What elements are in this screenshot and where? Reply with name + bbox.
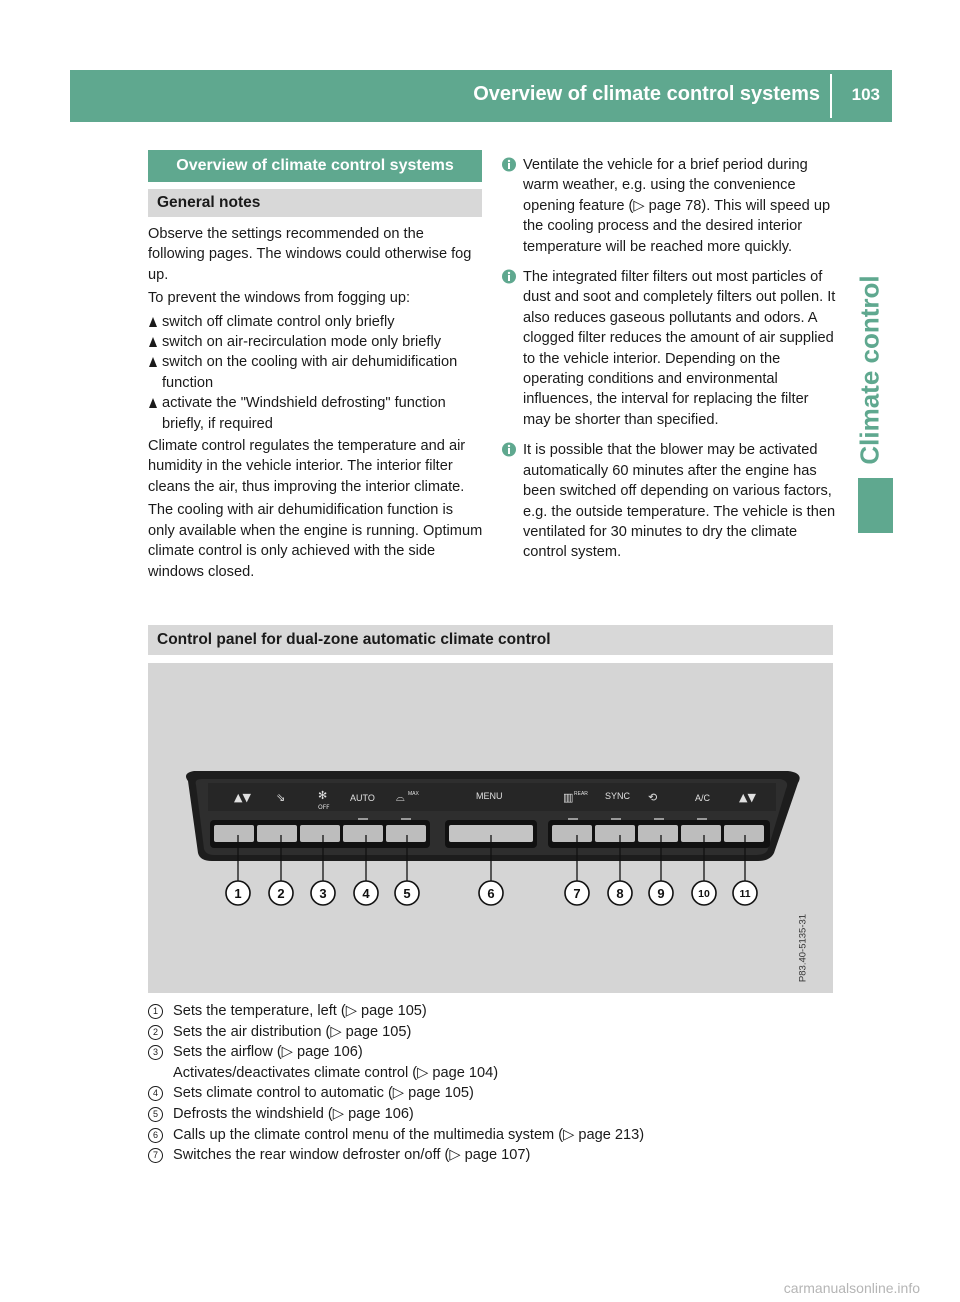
list-item: activate the "Windshield defrosting" function briefly, if required <box>148 393 483 434</box>
legend-number: 6 <box>148 1128 163 1143</box>
recirculation-icon: ⟲ <box>648 791 658 804</box>
legend-text: Calls up the climate control menu of the multimedia system (▷ page 213) <box>173 1126 645 1143</box>
legend-text: Sets the temperature, left (▷ page 105) <box>173 1003 427 1019</box>
legend-item <box>148 1001 838 1022</box>
legend-item <box>148 1145 838 1166</box>
temp-left-arrows-icon: ▲▼ <box>234 791 251 804</box>
bullet-list <box>148 312 483 434</box>
legend-item <box>148 1042 838 1063</box>
paragraph: To prevent the windows from fogging up: <box>148 290 411 307</box>
rear-label: REAR <box>574 791 588 797</box>
info-note <box>501 267 836 430</box>
paragraph: Climate control regulates the temperature and air humidity in the vehicle interior. The interior filter cleans the air, thus improving the interior climate. <box>148 438 466 495</box>
callout-label-3: 3 <box>319 886 327 901</box>
legend-text: Sets climate control to automatic (▷ page 105) <box>173 1085 474 1102</box>
watermark[interactable]: carmanualsonline.info <box>783 1280 920 1296</box>
control-panel-photo <box>148 663 833 993</box>
callout-label-7: 7 <box>573 886 581 901</box>
callout-label-2: 2 <box>277 886 285 901</box>
callout-label-9: 9 <box>657 886 665 901</box>
info-note <box>501 440 836 562</box>
list-item: switch off climate control only briefly <box>148 312 483 332</box>
sync-label: SYNC <box>605 791 631 801</box>
legend-number: 7 <box>148 1148 163 1163</box>
windshield-defrost-icon: ⌓ <box>396 791 405 804</box>
control-panel-heading: Control panel for dual-zone automatic climate control <box>148 625 833 655</box>
sub-heading: General notes <box>148 189 482 217</box>
right-column-body <box>501 155 836 573</box>
info-icon <box>502 442 516 457</box>
section-heading: Overview of climate control systems <box>148 150 482 182</box>
legend-subtext: Activates/deactivates climate control (▷ page 104) <box>173 1064 499 1081</box>
image-code: P83.40-5135-31 <box>797 913 809 983</box>
legend-item <box>148 1083 838 1104</box>
callout-label-10: 10 <box>698 888 710 900</box>
info-text: The integrated filter filters out most particles of dust and soot and completely filters out pollen. It also reduces gaseous pollutants and odors. A clogged filter reduces the amount of air supplied to the vehicle interior. Depending on the operating conditions and environmental influences, the interval for replacing the filter may be shorter than specified. <box>523 269 836 428</box>
paragraph: Observe the settings recommended on the following pages. The windows could otherwise fog up. <box>148 226 472 283</box>
legend-number: 3 <box>148 1045 163 1060</box>
legend-text: Switches the rear window defroster on/off (▷ page 107) <box>173 1147 531 1164</box>
callout-label-6: 6 <box>487 886 495 901</box>
chapter-label: Climate control <box>854 275 885 465</box>
legend-text: Sets the airflow (▷ page 106) <box>173 1044 363 1061</box>
page-number: 103 <box>851 85 880 104</box>
control-panel-illustration <box>148 663 833 993</box>
legend-number: 4 <box>148 1086 163 1101</box>
page-header <box>70 70 892 122</box>
left-column-body <box>148 224 483 585</box>
temp-right-arrows-icon: ▲▼ <box>739 791 756 804</box>
info-icon <box>502 157 516 172</box>
max-label: MAX <box>408 791 419 797</box>
chapter-marker <box>858 478 893 533</box>
side-chapter-tab <box>845 275 895 465</box>
callout-legend <box>148 1001 838 1166</box>
info-icon <box>502 269 516 284</box>
callout-label-11: 11 <box>739 888 751 900</box>
header-title: Overview of climate control systems <box>473 83 820 105</box>
fan-icon: ✻ <box>318 789 328 802</box>
callout-label-8: 8 <box>616 886 624 901</box>
header-divider <box>830 74 832 118</box>
legend-text: Sets the air distribution (▷ page 105) <box>173 1023 412 1040</box>
info-text: Ventilate the vehicle for a brief period during warm weather, e.g. using the convenience opening feature (▷ page 78). This will speed up the cooling process and the desired interior temperature will be reached more quickly. <box>523 157 831 255</box>
rear-defrost-icon: ▥ <box>563 791 574 804</box>
callout-label-4: 4 <box>362 886 370 901</box>
legend-number: 1 <box>148 1004 163 1019</box>
legend-number: 2 <box>148 1025 163 1040</box>
info-text: It is possible that the blower may be activated automatically 60 minutes after the engine has been switched off depending on various factors, e.g. the outside temperature. The vehicle is then ventilated for 30 minutes to dry the climate control system. <box>523 442 836 561</box>
auto-label: AUTO <box>350 793 375 803</box>
callout-label-5: 5 <box>403 886 411 901</box>
off-label: OFF <box>318 804 330 811</box>
list-item: switch on the cooling with air dehumidification function <box>148 352 483 393</box>
paragraph: The cooling with air dehumidification function is only available when the engine is running. Optimum climate control is only achieved with the side windows closed. <box>148 502 483 580</box>
air-distribution-icon: ⇘ <box>276 791 286 804</box>
info-note <box>501 155 836 257</box>
legend-item <box>148 1125 838 1146</box>
list-item: switch on air-recirculation mode only briefly <box>148 332 483 352</box>
callout-label-1: 1 <box>234 886 242 901</box>
menu-label: MENU <box>476 791 503 801</box>
legend-text: Defrosts the windshield (▷ page 106) <box>173 1105 414 1122</box>
ac-label: A/C <box>695 793 711 803</box>
legend-item <box>148 1104 838 1125</box>
legend-number: 5 <box>148 1107 163 1122</box>
legend-item <box>148 1022 838 1043</box>
